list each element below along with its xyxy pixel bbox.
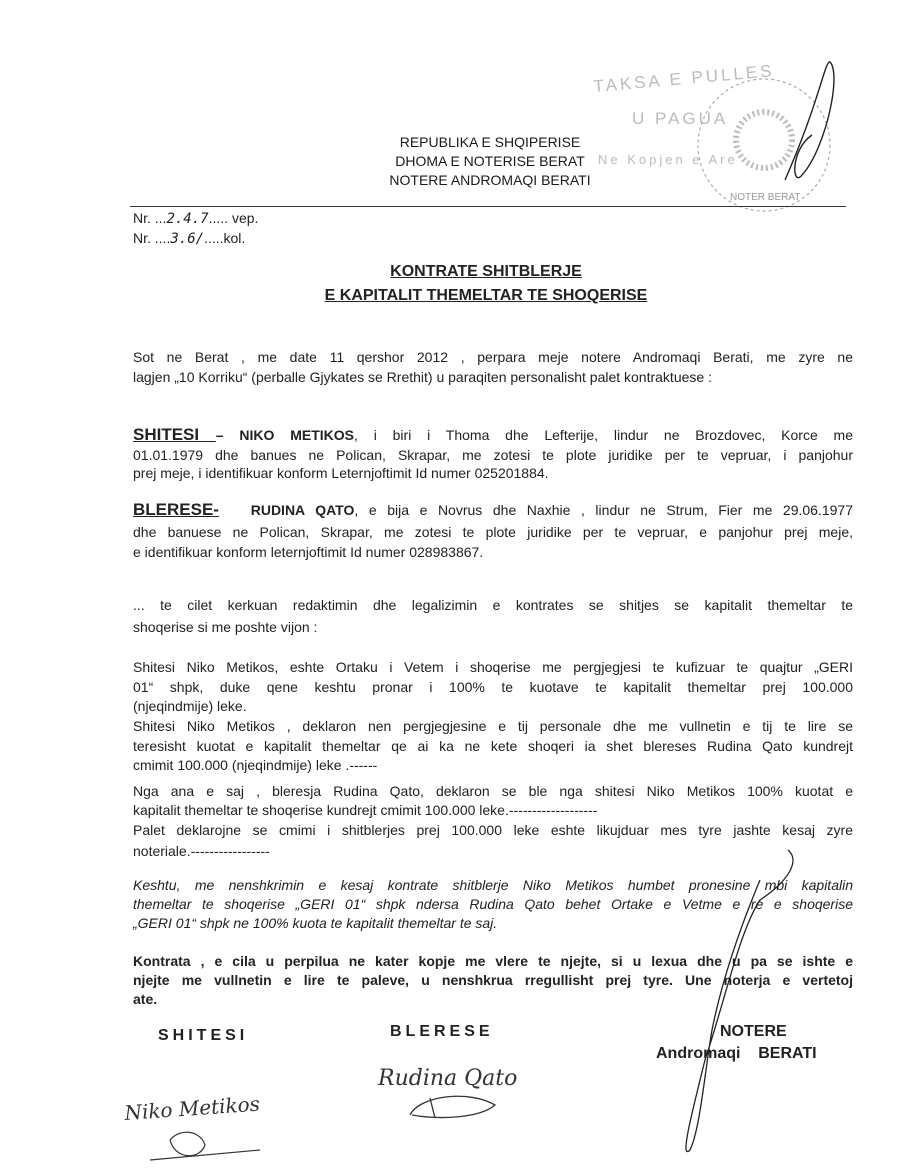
seller-name: NIKO METIKOS (239, 427, 354, 443)
header-divider (130, 206, 846, 207)
header-republic: REPUBLIKA E SHQIPERISE (399, 134, 581, 150)
register-number-kol (133, 229, 853, 248)
clause2-line: cmimit 100.000 (njeqindmije) leke .------ (133, 757, 378, 773)
register-number-vep (133, 209, 853, 228)
buyer-scribble (410, 1096, 495, 1118)
seller-label: SHITESI (133, 425, 216, 444)
seal-text: NOTER BERAT (730, 192, 801, 203)
clause3-line: Nga ana e saj , bleresja Rudina Qato, deklaron se ble nga shitesi Niko Metikos 100% kuotat e (133, 783, 853, 799)
closing-line: Kontrata , e cila u perpilua ne kater kopje me vlere te njejte, si u lexua dhe u pa se ishte e (133, 953, 853, 969)
seller-details: , i biri i Thoma dhe Lefterije, lindur ne Brozdovec, Korce me (354, 427, 853, 443)
intro-line: lagjen „10 Korriku“ (perballe Gjykates se Rrethit) u paraqiten personalisht palet kontraktuese : (133, 369, 712, 385)
clause3-line: kapitalit themeltar te shoqerise kundrejt cmimit 100.000 leke.------------------- (133, 802, 598, 818)
request-line: ... te cilet kerkuan redaktimin dhe legalizimin e kontrates se shitjes se kapitalit themeltar te (133, 597, 853, 613)
buyer-line1 (133, 501, 853, 519)
vep-value: 2.4.7 (166, 211, 209, 227)
notary-name: Andromaqi BERATI (656, 1045, 817, 1062)
buyer-line3: e identifikuar konform leternjoftimit Id numer 028983867. (133, 544, 484, 560)
vep-suffix: ..... vep. (208, 210, 259, 226)
stamp-paid-text: U PAGUA (632, 109, 729, 128)
seller-signature-label: SHITESI (158, 1027, 249, 1044)
clause1-line: (njeqindmije) leke. (133, 698, 247, 714)
buyer-name: RUDINA QATO (250, 502, 355, 518)
closing-line: njejte me vullnetin e lire te paleve, u nenshkrua rregullisht prej tyre. Une noterja e vertetoj (133, 972, 853, 988)
header-chamber: DHOMA E NOTERISE BERAT (395, 153, 585, 169)
request-line: shoqerise si me poshte vijon : (133, 619, 318, 635)
clause2-line: teresisht kuotat e kapitalit themeltar qe ai ka ne kete shoqeri ia shet blereses Rudina Qato kundrejt (133, 738, 853, 754)
clause1-line: 01“ shpk, duke qene keshtu pronar i 100% te kuotave te kapitalit themeltar prej 100.000 (133, 679, 853, 695)
clause1-line: Shitesi Niko Metikos, eshte Ortaku i Vetem i shoqerise me pergjegjesi te kufizuar te quajtur „GERI (133, 659, 853, 675)
buyer-signature-label: BLERESE (390, 1023, 494, 1040)
buyer-signature: Rudina Qato (378, 1066, 518, 1091)
kol-prefix: Nr. .... (133, 230, 171, 246)
seller-dash: – (215, 427, 240, 443)
document-title-line2: E KAPITALIT THEMELTAR TE SHOQERISE (324, 287, 648, 304)
document-title-line1: KONTRATE SHITBLERJE (390, 263, 582, 280)
seller-signature: Niko Metikos (123, 1091, 261, 1125)
intro-line: Sot ne Berat , me date 11 qershor 2012 , perpara meje notere Andromaqi Berati, me zyre ne (133, 349, 853, 365)
stamp-tax-text: TAKSA E PULLES (592, 61, 776, 96)
closing-line: ate. (133, 991, 158, 1007)
vep-prefix: Nr. ... (133, 210, 167, 226)
clause4-line: noteriale.----------------- (133, 843, 270, 859)
seller-line2: 01.01.1979 dhe banues ne Polican, Skrapar, me zotesi te plote juridike per te vepruar, i panjohur (133, 447, 853, 463)
italic-line: themeltar te shoqerise „GERI 01“ shpk ndersa Rudina Qato behet Ortake e Vetme e re e shoqerise (133, 896, 853, 912)
seller-line1 (133, 426, 853, 444)
kol-suffix: .....kol. (204, 230, 246, 246)
seller-scribble (150, 1132, 260, 1160)
notary-signature-label: NOTERE (720, 1023, 787, 1040)
italic-line: „GERI 01“ shpk ne 100% kuota te kapitalit themeltar te saj. (133, 915, 498, 931)
seller-line3: prej meje, i identifikuar konform Leternjoftimit Id numer 025201884. (133, 465, 549, 481)
kol-value: 3.6/ (170, 231, 205, 247)
header-notary: NOTERE ANDROMAQI BERATI (389, 172, 591, 188)
buyer-line2: dhe banuese ne Polican, Skrapar, me zotesi te plote juridike per te vepruar, e panjohur prej meje, (133, 524, 853, 540)
clause2-line: Shitesi Niko Metikos , deklaron nen pergjegjesine e tij personale dhe me vullnetin e tij te lire se (133, 718, 853, 734)
buyer-label: BLERESE- (133, 500, 219, 519)
clause4-line: Palet deklarojne se cmimi i shitblerjes prej 100.000 leke eshte likujduar mes tyre jashte kesaj zyre (133, 822, 853, 838)
buyer-details: , e bija e Novrus dhe Naxhie , lindur ne Strum, Fier me 29.06.1977 (354, 502, 853, 518)
stamp-copy-text: Ne Kopjen e Are (598, 152, 738, 167)
italic-line: Keshtu, me nenshkrimin e kesaj kontrate shitblerje Niko Metikos humbet pronesine mbi kapitalin (133, 877, 853, 893)
